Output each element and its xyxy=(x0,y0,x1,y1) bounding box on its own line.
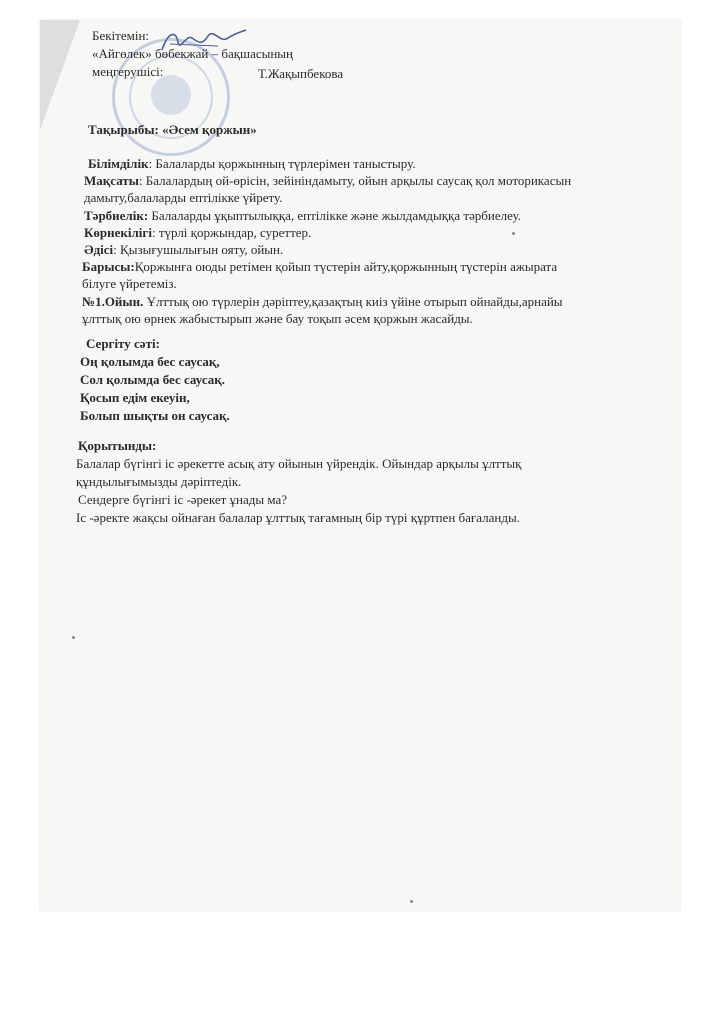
upbringing-line xyxy=(84,208,521,223)
conclusion-title: Қорытынды: xyxy=(78,438,157,453)
upbringing-text: Балаларды ұқыптылыққа, ептілікке және жылдамдыққа тәрбиелеу. xyxy=(148,208,522,223)
topic-title: Тақырыбы: «Әсем қоржын» xyxy=(88,122,257,137)
exercise-line: Оң қолымда бес саусақ, xyxy=(80,354,220,369)
approval-name: Т.Жақыпбекова xyxy=(258,66,344,81)
upbringing-label: Тәрбиелік: xyxy=(84,208,149,223)
visual-line xyxy=(84,225,311,240)
exercise-line: Сол қолымда бес саусақ. xyxy=(80,372,226,387)
approval-label: Бекітемін: xyxy=(92,28,150,43)
scan-speck xyxy=(72,636,75,639)
exercise-line: Болып шықты он саусақ. xyxy=(80,408,230,423)
educational-text: : Балаларды қоржынның түрлерімен таныстыру. xyxy=(148,156,416,171)
approval-position: меңгерушісі: xyxy=(92,64,164,79)
game-label: №1.Ойын. xyxy=(82,294,144,309)
educational-label: Білімділік xyxy=(88,156,149,171)
visual-label: Көрнекілігі xyxy=(84,225,152,240)
conclusion-line: құндылығымызды дәріптедік. xyxy=(76,474,242,489)
progress-line xyxy=(82,259,557,274)
exercise-line: Қосып едім екеуін, xyxy=(80,390,190,405)
progress-line-2: білуге үйретеміз. xyxy=(82,276,177,291)
scan-speck xyxy=(410,900,413,903)
folded-corner xyxy=(40,20,80,130)
approval-org: «Айгөлек» бөбекжай – бақшасының xyxy=(92,46,293,61)
goal-line-2: дамыту,балаларды ептілікке үйрету. xyxy=(84,190,283,205)
scan-speck xyxy=(512,232,515,235)
progress-label: Барысы: xyxy=(82,259,135,274)
conclusion-line: Балалар бүгінгі іс әрекетте асық ату ойынын үйрендік. Ойындар арқылы ұлттық xyxy=(76,456,522,471)
conclusion-line: Іс -әректе жақсы ойнаған балалар ұлттық тағамның бір түрі құртпен бағаланды. xyxy=(76,510,520,525)
goal-label: Мақсаты xyxy=(84,173,139,188)
method-text: : Қызығушылығын ояту, ойын. xyxy=(113,242,284,257)
exercise-title: Сергіту сәті: xyxy=(86,336,160,351)
visual-text: : түрлі қоржындар, суреттер. xyxy=(151,225,312,240)
method-label: Әдісі xyxy=(84,242,114,257)
conclusion-line: Сендерге бүгінгі іс -әрекет ұнады ма? xyxy=(78,492,288,507)
game-line xyxy=(82,294,563,309)
progress-text: Қоржынға оюды ретімен қойып түстерін айту,қоржынның түстерін ажырата xyxy=(134,259,558,274)
emblem-icon xyxy=(151,75,191,115)
game-line-2: ұлттық ою өрнек жабыстырып және бау тоқып әсем қоржын жасайды. xyxy=(82,311,473,326)
goal-text: : Балалардың ой-өрісін, зейініндамыту, ойын арқылы саусақ қол моторикасын xyxy=(138,173,572,188)
goal-line xyxy=(84,173,571,188)
game-text: Ұлттық ою түрлерін дәріптеу,қазақтың киіз үйіне отырып ойнайды,арнайы xyxy=(143,294,563,309)
educational-line xyxy=(88,156,416,171)
method-line xyxy=(84,242,283,257)
